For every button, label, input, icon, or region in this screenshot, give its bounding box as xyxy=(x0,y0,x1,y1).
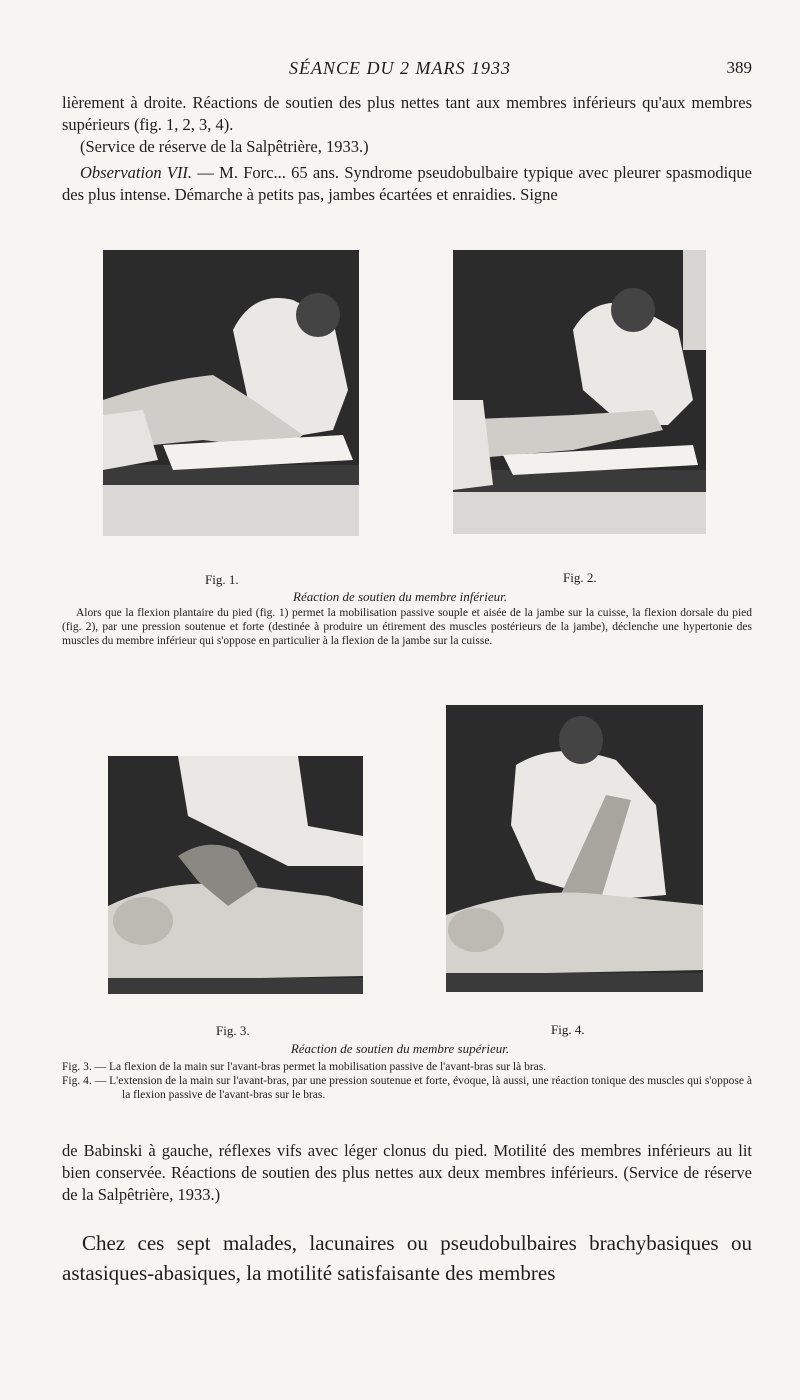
bottom-paragraph: de Babinski à gauche, réflexes vifs avec léger clonus du pied. Motilité des membres inférieurs au lit bien conservée. Réactions de soutien des plus nettes aux deux membres inférieurs. (Service de réserve de la Salpêtrière, 1933.) xyxy=(62,1141,752,1204)
figure-4-photo xyxy=(446,705,703,992)
observation-label: Observation VII. xyxy=(80,163,193,182)
observation-paragraph xyxy=(62,162,752,206)
caption-text-lower-limb xyxy=(62,606,752,648)
running-header: SÉANCE DU 2 MARS 1933 xyxy=(289,58,511,78)
observation-text: — M. Forc... 65 ans. Syndrome pseudobulbaire typique avec pleurer spasmodique des plus intense. Démarche à petits pas, jambes écartées et enraidies. Signe xyxy=(62,163,752,204)
page-number: 389 xyxy=(726,58,752,77)
figure-3-label: Fig. 3. xyxy=(216,1023,250,1038)
top-text xyxy=(62,92,752,206)
figure-2-label: Fig. 2. xyxy=(563,570,597,585)
figure-1-label: Fig. 1. xyxy=(205,572,239,587)
figure-3-photo xyxy=(108,756,363,994)
figure-4-label: Fig. 4. xyxy=(551,1022,585,1037)
figure-1-photo xyxy=(103,250,359,536)
closing-text xyxy=(62,1228,752,1288)
caption-text-upper-limb xyxy=(62,1060,752,1102)
caption-fig3: Fig. 3. — La flexion de la main sur l'avant-bras permet la mobilisation passive de l'avant-bras sur là bras. xyxy=(62,1061,547,1073)
text-line2: (Service de réserve de la Salpêtrière, 1933.) xyxy=(80,137,369,156)
caption-title-lower-limb: Réaction de soutien du membre inférieur. xyxy=(293,589,507,604)
closing-paragraph: Chez ces sept malades, lacunaires ou pseudobulbaires brachybasiques ou astasiques-abasiques, la motilité satisfaisante des membres xyxy=(62,1231,752,1285)
caption-lower-limb-paragraph: Alors que la flexion plantaire du pied (fig. 1) permet la mobilisation passive souple et aisée de la jambe sur la cuisse, la flexion dorsale du pied (fig. 2), par une pression soutenue et forte (destinée à produire un étirement des muscles postérieurs de la jambe), déclenche une hypertonie des muscles du membre inférieur qui s'oppose en particulier à la flexion de la jambe sur la cuisse. xyxy=(62,607,752,647)
figure-2-photo xyxy=(453,250,706,534)
text-line1: lièrement à droite. Réactions de soutien des plus nettes tant aux membres inférieurs qu'aux membres supérieurs (fig. 1, 2, 3, 4). xyxy=(62,93,752,134)
bottom-text xyxy=(62,1140,752,1206)
caption-fig4: Fig. 4. — L'extension de la main sur l'avant-bras, par une pression soutenue et forte, évoque, là aussi, une réaction tonique des muscles qui s'oppose à la flexion passive de l'avant-bras sur le bras. xyxy=(62,1075,752,1101)
caption-title-upper-limb: Réaction de soutien du membre supérieur. xyxy=(290,1041,510,1056)
